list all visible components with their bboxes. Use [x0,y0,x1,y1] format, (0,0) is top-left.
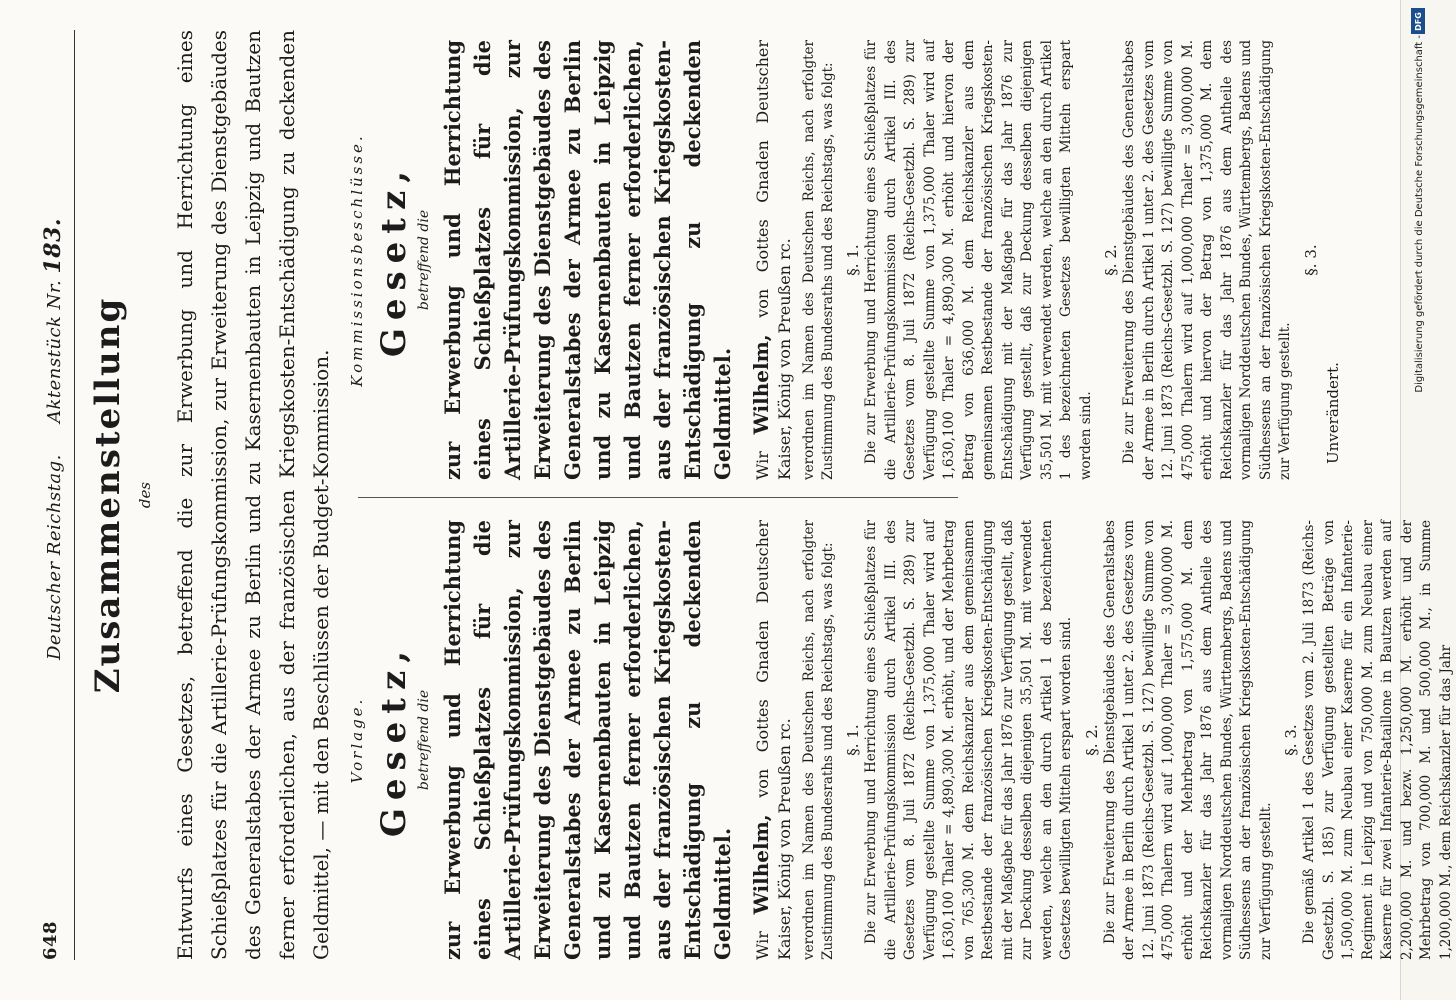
wilhelm-name: Wilhelm, [749,334,773,435]
intro-paragraph: Entwurfs eines Gesetzes, betreffend die zur Erwerbung und Herrichtung eines Schießplatzes für die Artillerie-Prüfungskommission, zur Erweiterung des Dienstgebäudes des Generalstabes der Armee zu Berlin und zu Kasernenbauten in Leipzig und Bautzen ferner erforderlichen, aus der französischen Kriegskosten-Entschädigung zu deckenden Geldmittel, — mit den Beschlüssen der Budget-Kommission. [173,30,333,960]
title-of-emperor: von Gottes Gnaden Deutscher Kaiser, König von Preußen rc. [753,520,794,960]
betreffend-label: betreffend die [416,689,432,791]
column-kommissionsbeschluesse [348,40,1342,480]
section-2-heading: §. 2. [1102,244,1120,276]
running-head-center [40,218,66,660]
title-of-emperor: von Gottes Gnaden Deutscher Kaiser, König von Preußen rc. [753,40,794,480]
digitization-note [1403,0,1432,1000]
law-title: zur Erwerbung und Herrichtung eines Schießplatzes für die Artillerie-Prüfungskommission, zur Erweiterung des Dienstgebäudes des Generalstabes der Armee zu Berlin und zu Kasernenbauten in Leipzig und Bautzen ferner erforderlichen, aus der französischen Kriegskosten-Entschädigung zu deckenden Geldmittel. [440,40,735,480]
column-heading: Vorlage. [348,696,366,784]
wir-word: Wir [753,931,772,960]
page-title: Zusammenstellung [88,296,128,694]
document-number: 183. [40,217,66,274]
column-vorlage [348,520,1456,960]
dfg-logo [1411,8,1425,34]
section-3-heading: §. 3. [1301,244,1320,276]
header-rule [74,30,75,960]
enacting-formula [750,40,796,480]
page-number: 648 [40,920,61,960]
gesetz-heading: Gesetz, [374,642,414,838]
section-1-heading: §. 1. [844,244,862,276]
digitization-note-text: Digitalisierung gefördert durch die Deutsche Forschungsgemeinschaft - [1414,35,1425,393]
section-1-text: Die zur Erwerbung und Herrichtung eines Schießplatzes für die Artillerie-Prüfungskommission durch Artikel III. des Gesetzes vom 8. Juli 1872 (Reichs-Gesetzbl. S. 289) zur Verfügung gestellte Summe von 1,375,000 Thaler wird auf 1,630,100 Thaler = 4,890,300 M. erhöht und hiervon der Betrag von 636,000 M. dem Reichskanzler aus dem gemeinsamen Restbestande der französischen Kriegskosten-Entschädigung mit der Maßgabe für das Jahr 1876 zur Verfügung gestellt, daß zur Deckung desselben diejenigen 35,501 M. mit verwendet werden, welche an den durch Artikel 1 des bezeichneten Gesetzes bewilligten Mitteln erspart worden sind. [863,40,1094,480]
section-3-unchanged: Unverändert. [1323,362,1342,464]
section-3-heading: §. 3. [1282,724,1300,756]
enacting-formula [750,520,796,960]
gesetz-heading: Gesetz, [374,162,414,358]
section-3-text: Die gemäß Artikel 1 des Gesetzes vom 2. Juli 1873 (Reichs-Gesetzbl. S. 185) zur Verfügung gestellten Beträge von 1,500,000 M. zum Neubau einer Kaserne für ein Infanterie-Regiment in Leipzig und von 750,000 M. zum Neubau einer Kaserne für zwei Infanterie-Bataillone in Bautzen werden auf 2,200,000 M. und bezw. 1,250,000 M. erhöht und der Mehrbetrag von 700,000 M. und 500,000 M., in Summe 1,200,000 M., dem Reichskanzler für das Jahr [1301,520,1454,960]
section-2-text: Die zur Erweiterung des Dienstgebäudes des Generalstabes der Armee in Berlin durch Artikel 1 unter 2. des Gesetzes vom 12. Juni 1873 (Reichs-Gesetzbl. S. 127) bewilligte Summe von 475,000 Thalern wird auf 1,000,000 Thaler = 3,000,000 M. erhöht und hiervon der Betrag von 1,375,000 M. dem Reichskanzler für das Jahr 1876 aus dem Antheile des vormaligen Norddeutschen Bundes, Württembergs, Badens und Südhessens an der französischen Kriegskosten-Entschädigung zur Verfügung gestellt. [1121,40,1293,480]
verordnen-text: verordnen im Namen des Deutschen Reichs, nach erfolgter Zustimmung des Bundesraths und des Reichstags, was folgt: [801,520,836,960]
column-heading: Kommissionsbeschlüsse. [348,133,366,387]
column-divider [358,497,958,498]
verordnen-text: verordnen im Namen des Deutschen Reichs, nach erfolgter Zustimmung des Bundesraths und des Reichstags, was folgt: [801,40,836,480]
title-des: des [136,481,154,509]
law-title: zur Erwerbung und Herrichtung eines Schießplatzes für die Artillerie-Prüfungskommission, zur Erweiterung des Dienstgebäudes des Generalstabes der Armee zu Berlin und zu Kasernenbauten in Leipzig und Bautzen ferner erforderlichen, aus der französischen Kriegskosten-Entschädigung zu deckenden Geldmittel. [440,520,735,960]
section-1-heading: §. 1. [844,724,862,756]
wilhelm-name: Wilhelm, [749,814,773,915]
section-2-text: Die zur Erweiterung des Dienstgebäudes des Generalstabes der Armee in Berlin durch Artikel 1 unter 2. des Gesetzes vom 12. Juni 1873 (Reichs-Gesetzbl. S. 127) bewilligte Summe von 475,000 Thalern wird auf 1,000,000 Thaler = 3,000,000 M. erhöht und der Mehrbetrag von 1,575,000 M. dem Reichskanzler für das Jahr 1876 aus dem Antheile des vormaligen Norddeutschen Bundes, Württembergs, Badens und Südhessens an der französischen Kriegskosten-Entschädigung zur Verfügung gestellt. [1101,520,1274,960]
betreffend-label: betreffend die [416,209,432,311]
section-1-text: Die zur Erwerbung und Herrichtung eines Schießplatzes für die Artillerie-Prüfungskommission durch Artikel III. des Gesetzes vom 8. Juli 1872 (Reichs-Gesetzbl. S. 289) zur Verfügung gestellte Summe von 1,375,000 Thaler wird auf 1,630,100 Thaler = 4,890,300 M. erhöht, und der Mehrbetrag von 765,300 M. dem Reichskanzler aus dem gemeinsamen Restbestande der französischen Kriegskosten-Entschädigung mit der Maßgabe für das Jahr 1876 zur Verfügung gestellt, daß zur Deckung desselben diejenigen 35,501 M. mit verwendet werden, welche an den durch Artikel 1 des bezeichneten Gesetzes bewilligten Mitteln erspart worden sind. [863,520,1074,960]
wir-word: Wir [753,451,772,480]
dfg-logo-text: DFG [1413,11,1423,31]
publication-name: Deutscher Reichstag. [44,454,65,660]
document-label: Aktenstück Nr. [44,279,65,423]
section-2-heading: §. 2. [1082,724,1101,756]
